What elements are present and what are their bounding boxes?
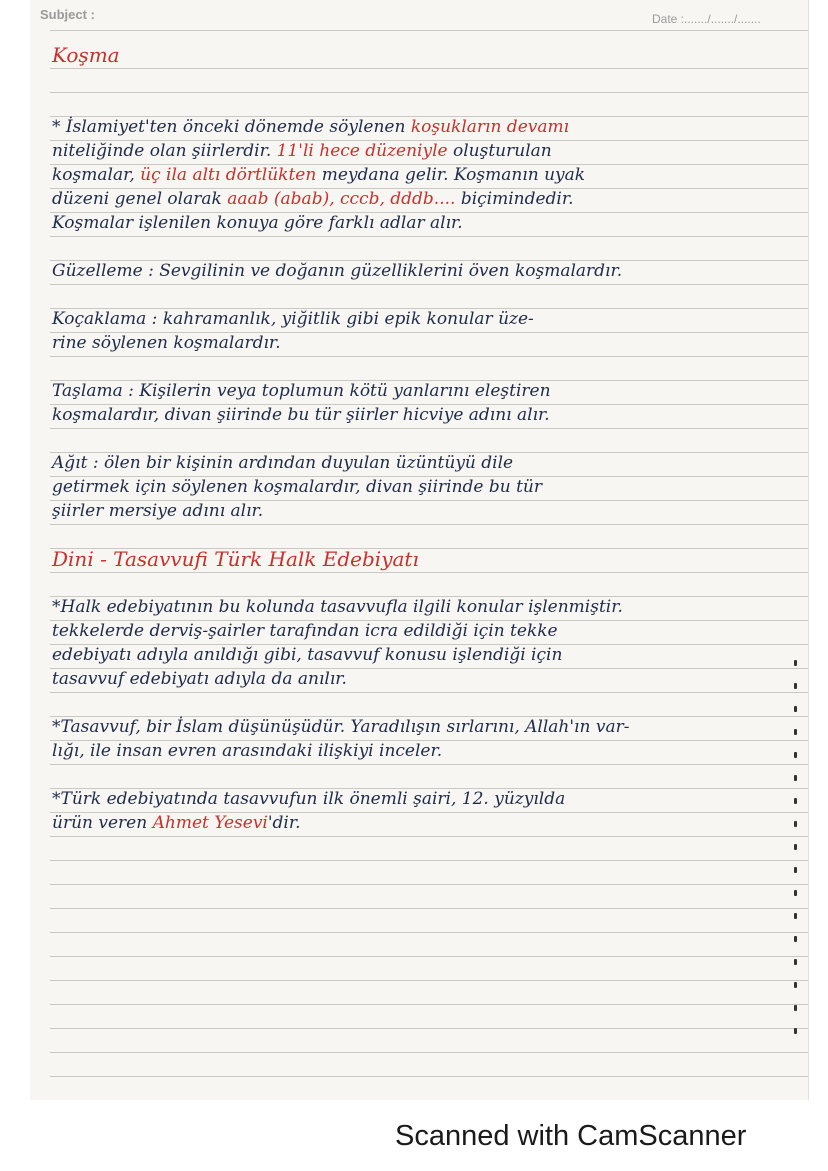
type-agit-line-2: getirmek için söylenen koşmalardır, divan şiirinde bu tür: [52, 477, 543, 497]
s2-p1-line-2: tekkelerde derviş-şairler tarafından icra edildiği için tekke: [52, 621, 558, 641]
koşma-definition-line-4: [52, 188, 792, 212]
section-title: Dini - Tasavvufi Türk Halk Edebiyatı: [52, 547, 419, 571]
s2-p1-line-4: tasavvuf edebiyatı adıyla da anılır.: [52, 669, 347, 689]
text-segment: niteliğinde olan şiirlerdir.: [52, 141, 272, 161]
highlight-koşuk: koşukların devamı: [410, 117, 570, 137]
scanner-watermark: Scanned with CamScanner: [395, 1120, 747, 1152]
highlight-dortluk: üç ila altı dörtlükten: [140, 165, 317, 185]
s2-p2-line-1: *Tasavvuf, bir İslam düşünüşüdür. Yaradılışın sırlarını, Allah'ın var-: [52, 717, 630, 737]
text-segment: ürün veren: [52, 813, 148, 833]
text-segment: meydana gelir. Koşmanın uyak: [321, 165, 586, 185]
koşma-definition-line-5: Koşmalar işlenilen konuya göre farklı adlar alır.: [52, 213, 463, 233]
binding-holes: [794, 660, 802, 1051]
text-segment: İslamiyet'ten önceki dönemde söylenen: [65, 117, 411, 137]
def-taslama: Kişilerin veya toplumun kötü yanlarını eleştiren: [139, 381, 551, 401]
s2-p1-line-3: edebiyatı adıyla anıldığı gibi, tasavvuf konusu işlendiği için: [52, 645, 563, 665]
type-agit-line-3: şiirler mersiye adını alır.: [52, 501, 264, 521]
koşma-definition-line-3: [52, 164, 792, 188]
term-taslama: Taşlama :: [52, 381, 134, 401]
type-taslama-line-2: koşmalardır, divan şiirinde bu tür şiirler hicviye adını alır.: [52, 405, 550, 425]
type-kocaklama-line-2: rine söylenen koşmalardır.: [52, 333, 281, 353]
def-agit: ölen bir kişinin ardından duyulan üzüntüyü dile: [103, 453, 514, 473]
bullet-star: *: [52, 117, 61, 137]
date-label: Date :......./......./.......: [652, 12, 761, 26]
text-segment: düzeni genel olarak: [52, 189, 222, 209]
page-title: Koşma: [52, 43, 120, 67]
text-segment: oluşturulan: [453, 141, 552, 161]
type-kocaklama: [52, 308, 792, 332]
text-segment: biçimindedir.: [460, 189, 574, 209]
text-segment: 'dir.: [267, 813, 301, 833]
term-guzelleme: Güzelleme :: [52, 261, 154, 281]
s2-p3-line-2: [52, 812, 792, 836]
term-agit: Ağıt :: [52, 453, 99, 473]
s2-p3-line-1: *Türk edebiyatında tasavvufun ilk önemli şairi, 12. yüzyılda: [52, 789, 566, 809]
s2-p1-line-1: *Halk edebiyatının bu kolunda tasavvufla ilgili konular işlenmiştir.: [52, 597, 623, 617]
term-kocaklama: Koçaklama :: [52, 309, 158, 329]
def-kocaklama: kahramanlık, yiğitlik gibi epik konular üze-: [162, 309, 534, 329]
koşma-definition-line-2: [52, 140, 792, 164]
text-segment: koşmalar,: [52, 165, 135, 185]
type-guzelleme: [52, 260, 792, 284]
def-guzelleme: Sevgilinin ve doğanın güzelliklerini öven koşmalardır.: [159, 261, 623, 281]
s2-p2-line-2: lığı, ile insan evren arasındaki ilişkiyi inceler.: [52, 741, 443, 761]
highlight-uyak: aaab (abab), cccb, dddb....: [227, 189, 456, 209]
type-taslama: [52, 380, 792, 404]
highlight-hece: 11'li hece düzeniyle: [276, 141, 448, 161]
type-agit: [52, 452, 792, 476]
subject-label: Subject :: [40, 7, 95, 22]
koşma-definition-line-1: [52, 116, 792, 140]
highlight-ahmet-yesevi: Ahmet Yesevi: [152, 813, 268, 833]
